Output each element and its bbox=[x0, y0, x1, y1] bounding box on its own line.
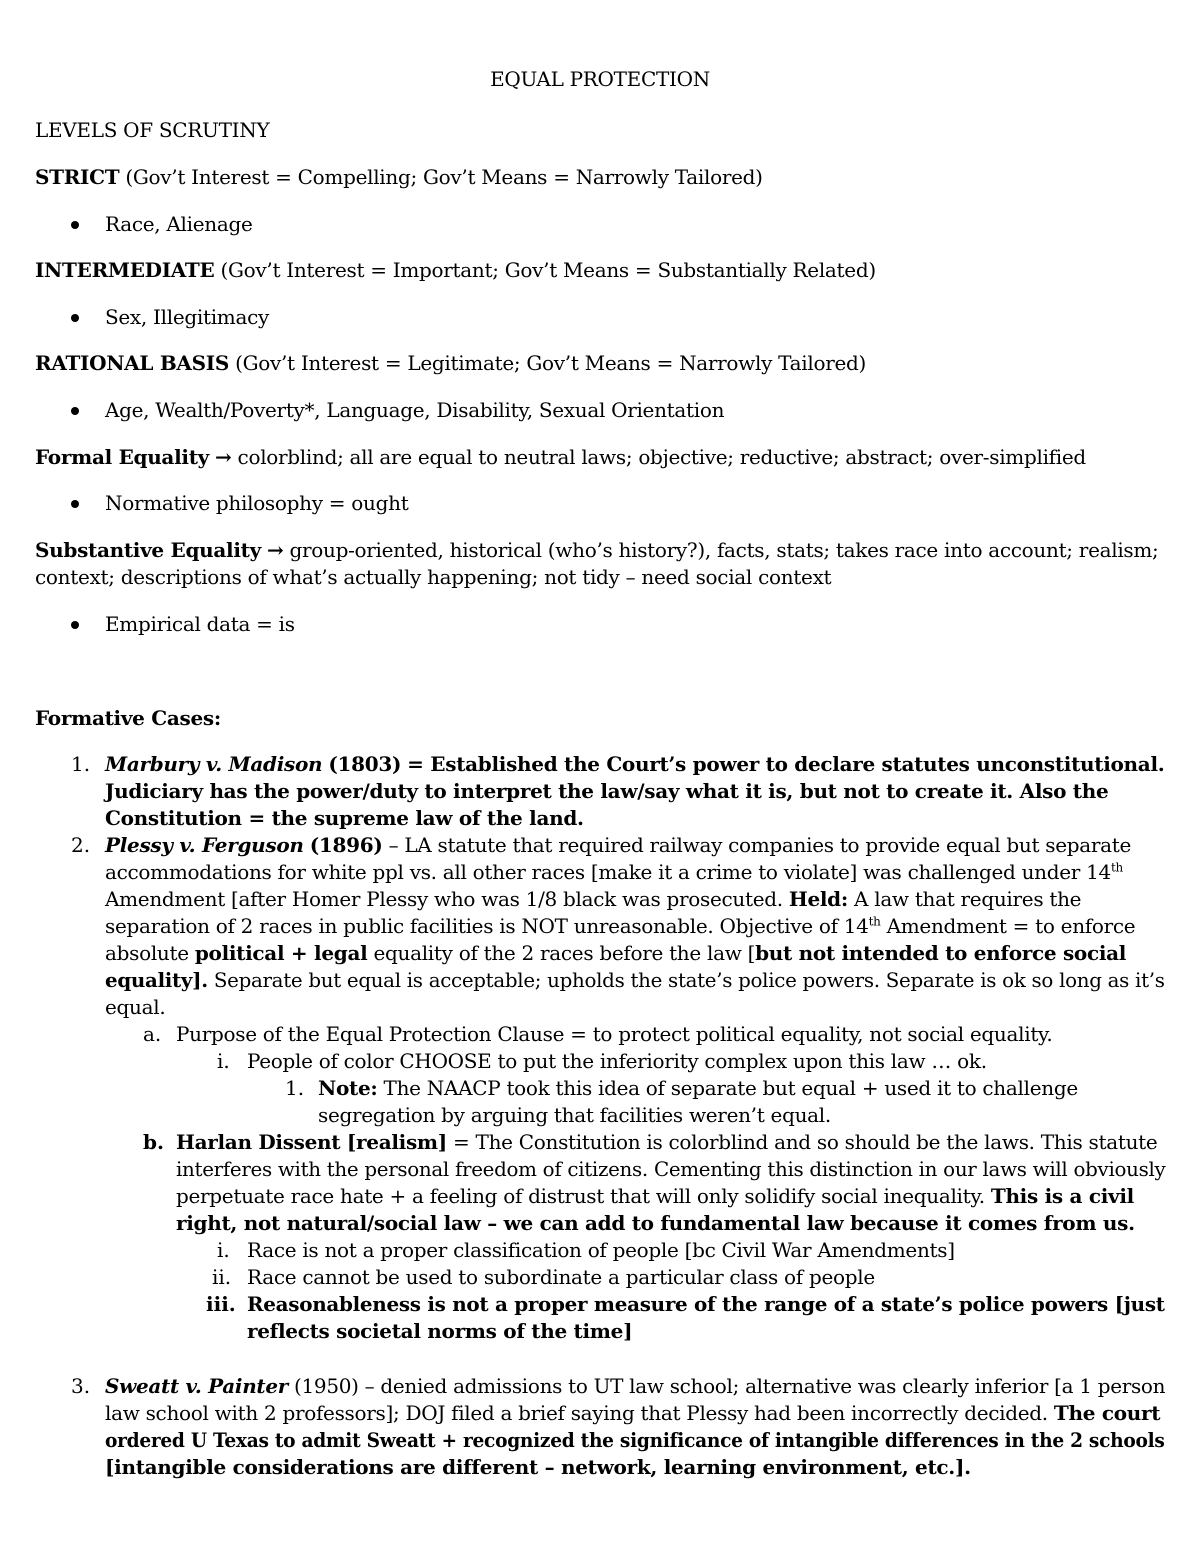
bullet-icon bbox=[71, 221, 79, 229]
strict-bullet: Race, Alienage bbox=[105, 212, 253, 236]
intermediate-line bbox=[35, 257, 876, 284]
list-roman: i. bbox=[217, 1049, 230, 1073]
case3-line1 bbox=[105, 1373, 1165, 1400]
case2-b-line3 bbox=[176, 1183, 1134, 1210]
case2-line4 bbox=[105, 913, 1135, 940]
case1-line1 bbox=[105, 751, 1164, 778]
case2-line5 bbox=[105, 940, 1126, 967]
case2-text5c: equality of the 2 races before the law [ bbox=[373, 941, 756, 965]
case2-text6a: equality]. bbox=[105, 968, 208, 992]
case3-line2 bbox=[105, 1400, 1160, 1427]
case2-biii-line1: Reasonableness is not a proper measure of the range of a state’s police powers [just bbox=[247, 1292, 1165, 1316]
case2-text4b: Amendment = to enforce bbox=[886, 914, 1136, 938]
case2-text5a: absolute bbox=[105, 941, 189, 965]
arrow-right-icon: → bbox=[215, 445, 232, 469]
case2-line2 bbox=[105, 859, 1123, 886]
page-title: EQUAL PROTECTION bbox=[490, 67, 710, 91]
case2-ai1-line2: segregation by arguing that facilities weren’t equal. bbox=[318, 1103, 831, 1127]
list-roman: i. bbox=[217, 1238, 230, 1262]
case2-text6b: Separate but equal is acceptable; upholds the state’s police powers. Separate is ok so long as it’s bbox=[213, 968, 1165, 992]
formal-line bbox=[35, 444, 1086, 471]
intermediate-desc: (Gov’t Interest = Important; Gov’t Means = Substantially Related) bbox=[220, 258, 876, 282]
case1-year: (1803) bbox=[328, 752, 402, 776]
case2-ai1-line1 bbox=[318, 1075, 1078, 1102]
case2-text3b: A law that requires the bbox=[854, 887, 1082, 911]
case2-line7: equal. bbox=[105, 995, 166, 1019]
substantive-line bbox=[35, 537, 1158, 564]
case2-b-line2: interferes with the personal freedom of citizens. Cementing this distinction in our laws will obviously bbox=[176, 1157, 1166, 1181]
strict-label: STRICT bbox=[35, 165, 120, 189]
case2-name: Plessy v. Ferguson bbox=[105, 833, 304, 857]
substantive-desc-1: group-oriented, historical (who’s history?), facts, stats; takes race into account; realism; bbox=[289, 538, 1159, 562]
formal-label: Formal Equality bbox=[35, 445, 209, 469]
case2-b-text3b: This is a civil bbox=[990, 1184, 1134, 1208]
strict-desc: (Gov’t Interest = Compelling; Gov’t Means = Narrowly Tailored) bbox=[125, 165, 763, 189]
case3-text2a: law school with 2 professors]; DOJ filed a brief saying that Plessy had been incorrectly decided. bbox=[105, 1401, 1048, 1425]
case2-ai-text: People of color CHOOSE to put the inferiority complex upon this law … ok. bbox=[247, 1049, 987, 1073]
case3-name: Sweatt v. Painter bbox=[105, 1374, 288, 1398]
list-letter: b. bbox=[143, 1130, 164, 1154]
list-number: 3. bbox=[71, 1374, 91, 1398]
list-number: 2. bbox=[71, 833, 91, 857]
case3-line3: ordered U Texas to admit Sweatt + recognized the significance of intangible differences in the 2 schools bbox=[105, 1428, 1165, 1452]
bullet-icon bbox=[71, 314, 79, 322]
list-number: 1. bbox=[285, 1076, 305, 1100]
case2-b-text3a: perpetuate race hate + a feeling of distrust that will only solidify social inequality. bbox=[176, 1184, 985, 1208]
rational-desc: (Gov’t Interest = Legitimate; Gov’t Means = Narrowly Tailored) bbox=[235, 351, 866, 375]
bullet-icon bbox=[71, 500, 79, 508]
list-roman: ii. bbox=[212, 1265, 232, 1289]
case2-text1: – LA statute that required railway companies to provide equal but separate bbox=[388, 833, 1132, 857]
superscript: th bbox=[1110, 860, 1123, 875]
case2-ai1-text1: The NAACP took this idea of separate but equal + used it to challenge bbox=[383, 1076, 1078, 1100]
substantive-desc-2: context; descriptions of what’s actually happening; not tidy – need social context bbox=[35, 565, 832, 589]
case2-biii-line2: reflects societal norms of the time] bbox=[247, 1319, 633, 1343]
substantive-bullet: Empirical data = is bbox=[105, 612, 295, 636]
case1-line3: Constitution = the supreme law of the land. bbox=[105, 806, 584, 830]
case3-year: (1950) bbox=[294, 1374, 359, 1398]
list-roman: iii. bbox=[206, 1292, 236, 1316]
case1-line2: Judiciary has the power/duty to interpret the law/say what it is, but not to create it. Also the bbox=[105, 779, 1109, 803]
superscript: th bbox=[868, 914, 881, 929]
intermediate-bullet: Sex, Illegitimacy bbox=[105, 305, 269, 329]
case2-a-text: Purpose of the Equal Protection Clause = to protect political equality, not social equality. bbox=[176, 1022, 1053, 1046]
case2-text5d: but not intended to enforce social bbox=[755, 941, 1127, 965]
case2-line1 bbox=[105, 832, 1131, 859]
levels-heading: LEVELS OF SCRUTINY bbox=[35, 118, 270, 142]
rational-label: RATIONAL BASIS bbox=[35, 351, 229, 375]
case2-line3 bbox=[105, 886, 1081, 913]
case2-text5b: political + legal bbox=[194, 941, 368, 965]
case3-line4: [intangible considerations are different – network, learning environment, etc.]. bbox=[105, 1455, 971, 1479]
held-label: Held: bbox=[788, 887, 848, 911]
harlan-label: Harlan Dissent [realism] bbox=[176, 1130, 447, 1154]
case1-name: Marbury v. Madison bbox=[105, 752, 323, 776]
case2-b-line4: right, not natural/social law – we can add to fundamental law because it comes from us. bbox=[176, 1211, 1135, 1235]
arrow-right-icon: → bbox=[266, 538, 284, 562]
case2-text3: Amendment [after Homer Plessy who was 1/8 black was prosecuted. bbox=[105, 887, 783, 911]
rational-bullet: Age, Wealth/Poverty*, Language, Disability, Sexual Orientation bbox=[105, 398, 725, 422]
case3-text2b: The court bbox=[1053, 1401, 1161, 1425]
case2-b-line1 bbox=[176, 1129, 1157, 1156]
case1-text1: = Established the Court’s power to declare statutes unconstitutional. bbox=[407, 752, 1165, 776]
case2-bi-text: Race is not a proper classification of people [bc Civil War Amendments] bbox=[247, 1238, 955, 1262]
case2-line6 bbox=[105, 967, 1165, 994]
bullet-icon bbox=[71, 407, 79, 415]
formative-heading: Formative Cases: bbox=[35, 706, 221, 730]
list-number: 1. bbox=[71, 752, 91, 776]
formal-desc: colorblind; all are equal to neutral laws; objective; reductive; abstract; over-simplified bbox=[237, 445, 1086, 469]
list-letter: a. bbox=[143, 1022, 162, 1046]
case2-b-text1: = The Constitution is colorblind and so should be the laws. This statute bbox=[453, 1130, 1158, 1154]
bullet-icon bbox=[71, 621, 79, 629]
formal-bullet: Normative philosophy = ought bbox=[105, 491, 409, 515]
substantive-label: Substantive Equality bbox=[35, 538, 261, 562]
case2-year: (1896) bbox=[309, 833, 383, 857]
case2-text4: separation of 2 races in public facilities is NOT unreasonable. Objective of 14 bbox=[105, 914, 869, 938]
case2-text2: accommodations for white ppl vs. all other races [make it a crime to violate] was challenged under 14 bbox=[105, 860, 1111, 884]
intermediate-label: INTERMEDIATE bbox=[35, 258, 215, 282]
rational-line bbox=[35, 350, 866, 377]
case3-text1: – denied admissions to UT law school; alternative was clearly inferior [a 1 person bbox=[364, 1374, 1166, 1398]
case2-bii-text: Race cannot be used to subordinate a particular class of people bbox=[247, 1265, 875, 1289]
note-label: Note: bbox=[318, 1076, 378, 1100]
strict-line bbox=[35, 164, 763, 191]
